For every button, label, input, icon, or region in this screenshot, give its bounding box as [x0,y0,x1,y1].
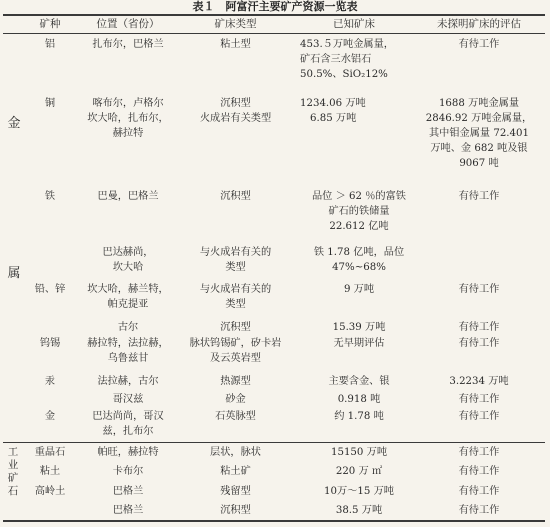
known-line: 品位 ＞ 62 ％的富铁 [312,191,406,202]
category-industrial: 工业矿石 [7,446,19,497]
unexplored-cell: 有待工作 [458,411,500,422]
known-line: 1234.06 万吨 [300,98,366,109]
mineral-cell: 钨锡 [39,338,61,349]
category-metal-char-2: 属 [7,266,21,281]
mineral-cell: 粘土 [39,466,61,477]
location-cell: 巴格兰 [112,505,144,516]
location-line: 巴达赫尚， [102,247,154,258]
location-cell: 巴曼，巴格兰 [97,191,159,202]
type-line: 与火成岩有关的 [199,247,272,258]
mineral-cell: 铝 [44,39,56,50]
unexplored-cell: 有待工作 [458,284,500,295]
known-cell: 9 万吨 [343,284,375,295]
unexplored-line: 万吨、金 682 吨及银 [430,143,528,154]
known-cell [300,37,418,82]
mineral-cell: 重晶石 [34,447,66,458]
known-cell: 主要含金、银 [328,376,390,387]
location-cell [78,409,178,439]
mineral-cell: 汞 [44,376,56,387]
known-cell [300,189,418,234]
type-line: 脉状钨锡矿，矽卡岩 [189,338,282,349]
type-cell: 沉积型 [220,505,251,516]
known-cell [300,96,418,126]
mineral-cell: 金 [44,411,56,422]
mineral-cell: 铁 [44,191,56,202]
category-metal-char-1: 金 [7,116,21,131]
known-line: 矿石含三水铝石 [300,54,372,65]
location-line: 赫拉特，法拉赫， [87,338,169,349]
unexplored-line: 其中钼金属量 72.401 [428,128,529,139]
type-line: 及云英岩型 [210,353,261,364]
unexplored-line: 2846.92 万吨金属量， [425,113,533,124]
type-line: 沉积型 [220,98,251,109]
table-title: 表１ 阿富汗主要矿产资源一览表 [192,0,358,13]
location-line: 坎大哈，赫兰特， [87,284,169,295]
known-cell: 无早期评估 [333,338,385,349]
known-cell: 220 万 ㎡ [335,466,383,477]
type-line: 类型 [225,262,246,273]
type-cell [183,282,288,312]
location-cell: 巴格兰 [112,486,144,497]
header-known: 已知矿床 [333,18,375,30]
location-line: 坎大哈，扎布尔， [87,113,169,124]
known-line: 铁 1.78 亿吨，品位 [313,247,405,258]
unexplored-cell: 有待工作 [458,466,500,477]
known-cell: 10万～15 万吨 [324,486,394,497]
location-cell: 扎布尔，巴格兰 [92,39,164,50]
bottom-rule [3,520,545,522]
location-cell: 法拉赫，古尔 [97,376,159,387]
location-line: 乌鲁兹甘 [107,353,149,364]
known-cell: 15.39 万吨 [332,322,386,333]
location-cell: 帕旺，赫拉特 [97,447,159,458]
header-type: 矿床类型 [214,18,257,30]
known-cell: 0.918 吨 [337,394,381,405]
unexplored-cell: 有待工作 [458,191,500,202]
header-location: 位置（省份） [96,18,160,30]
known-line: 47%~68% [332,262,386,273]
unexplored-cell: 有待工作 [458,338,500,349]
location-line: 巴达尚尚，哥汉 [92,411,164,422]
unexplored-line: 9067 吨 [459,158,499,169]
location-line: 喀布尔，卢格尔 [92,98,164,109]
type-cell: 热源型 [220,376,251,387]
known-cell: 38.5 万吨 [335,505,383,516]
location-cell: 卡布尔 [112,466,144,477]
location-line: 赫拉特 [112,128,144,139]
type-line: 与火成岩有关的 [199,284,272,295]
location-line: 帕克提亚 [107,299,149,310]
mineral-cell: 铅、锌 [34,284,66,295]
known-line: 50.5%、SiO₂12% [300,69,388,80]
top-rule [3,14,545,16]
location-cell: 哥汉兹 [112,394,144,405]
mineral-cell: 高岭土 [34,486,66,497]
unexplored-cell [413,96,545,171]
unexplored-cell: 有待工作 [458,394,500,405]
known-line: 矿石的铁储量 [328,206,390,217]
location-cell [78,245,178,275]
type-cell: 沉积型 [220,191,251,202]
type-cell: 石英脉型 [215,411,256,422]
location-cell [78,96,178,141]
unexplored-cell: 3.2234 万吨 [449,376,509,387]
section-divider [3,442,545,443]
location-cell [78,336,178,366]
location-cell [78,282,178,312]
type-line: 火成岩有关类型 [199,113,272,124]
type-cell [183,96,288,126]
type-cell: 砂金 [225,394,246,405]
type-line: 类型 [225,299,246,310]
known-cell [300,245,418,275]
location-cell: 古尔 [117,322,139,333]
location-line: 坎大哈 [112,262,144,273]
known-cell: 15150 万吨 [330,447,388,458]
known-cell: 约 1.78 吨 [334,411,384,422]
unexplored-cell: 有待工作 [458,505,500,516]
header-mineral: 矿种 [39,18,61,30]
type-cell: 粘土型 [220,39,251,50]
unexplored-cell: 有待工作 [458,39,500,50]
mineral-cell: 铜 [44,98,56,109]
type-cell: 沉积型 [220,322,251,333]
unexplored-cell: 有待工作 [458,322,500,333]
type-cell: 残留型 [220,486,251,497]
unexplored-cell: 有待工作 [458,486,500,497]
type-cell [183,336,288,366]
unexplored-line: 1688 万吨金属量 [438,98,520,109]
header-rule [3,33,545,34]
known-line: 453.５万吨金属量， [300,39,394,50]
known-line: 6.85 万吨 [310,113,357,124]
unexplored-cell: 有待工作 [458,447,500,458]
type-cell: 层状，脉状 [210,447,261,458]
type-cell: 粘土矿 [220,466,251,477]
known-line: 22.612 亿吨 [329,221,389,232]
header-unexplored: 未探明矿床的评估 [437,18,521,30]
type-cell [183,245,288,275]
location-line: 兹，扎布尔 [102,426,154,437]
